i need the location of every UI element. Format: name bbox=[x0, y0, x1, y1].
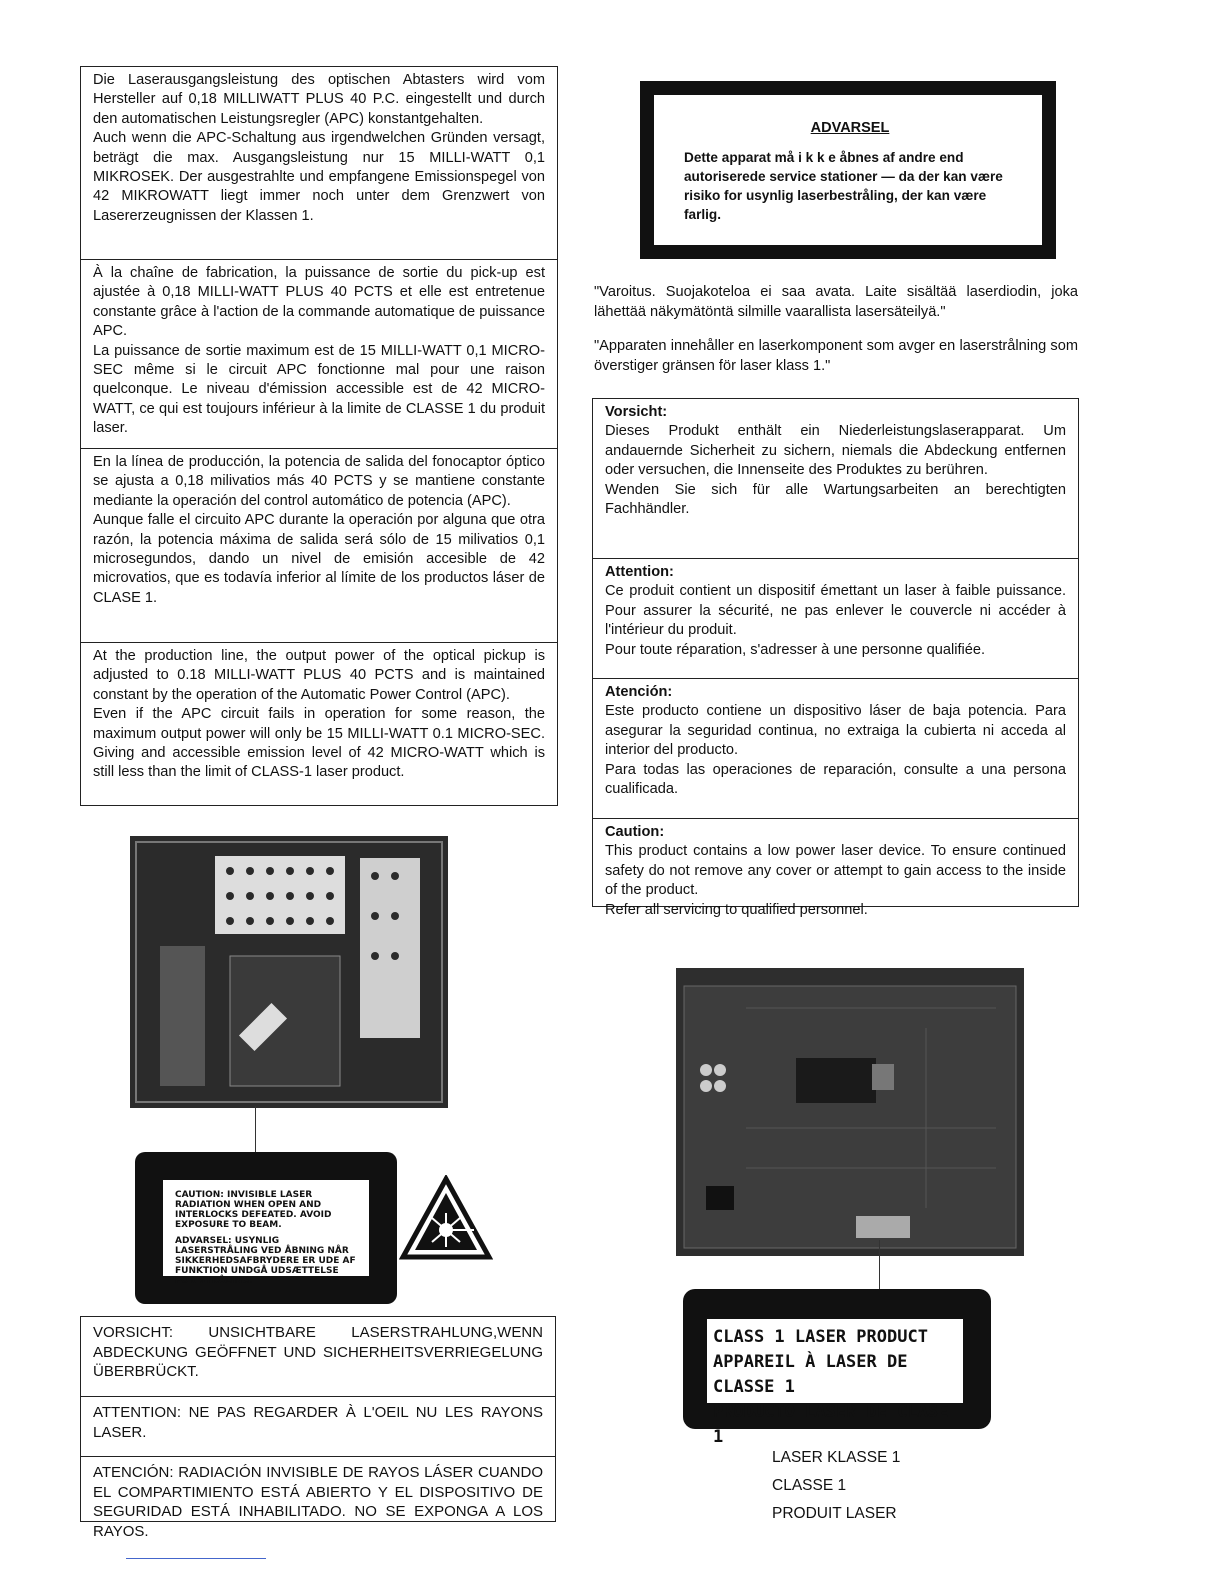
laser-warning-sticker-inner bbox=[163, 1180, 369, 1286]
advarsel-notice-inner bbox=[654, 95, 1042, 245]
caution-german-heading: Vorsicht: bbox=[605, 404, 668, 420]
german-section bbox=[81, 67, 557, 260]
label-pointer-line bbox=[255, 1106, 256, 1154]
german-paragraph-2: Auch wenn die APC-Schaltung aus irgendwelchen Gründen versagt, beträgt die max. Ausgangsleistung nur 15 MILLI-WATT 0,1 MIKROSEK. Der ausgestrahlte und empfangene Emissionspegel von 42 MIKROWATT liegt immer noch unter dem Grenzwert von Lasererzeugnissen der Klassen 1. bbox=[93, 130, 545, 224]
caution-german-text-2: Wenden Sie sich für alle Wartungsarbeiten an berechtigten Fachhändler. bbox=[605, 481, 1066, 518]
french-paragraph-2: La puissance de sortie maximum est de 15 MILLI-WATT 0,1 MICRO-SEC même si le circuit APC fonctionne mal pour une raison quelconque. Le niveau d'émission accessible est de 42 MICRO-WATT, ce qui est toujours inférieur à la limite de CLASSE 1 du produit laser. bbox=[93, 342, 545, 437]
english-paragraph-1: At the production line, the output power of the optical pickup is adjusted to 0.18 MILLI-WATT PLUS 40 PCTS and is maintained constant by the operation of the Automatic Power Control (APC). bbox=[93, 648, 545, 703]
caution-spanish-text-2: Para todas las operaciones de reparación, consulte a una persona cualificada. bbox=[605, 761, 1066, 798]
device-rear-illustration bbox=[676, 968, 1024, 1256]
swedish-note: "Apparaten innehåller en laserkomponent som avger en laserstrålning som överstiger gränsen för laser klass 1." bbox=[594, 338, 1078, 374]
classe-1-label: CLASSE 1 bbox=[772, 1477, 847, 1494]
finnish-note: "Varoitus. Suojakoteloa ei saa avata. Laite sisältää laserdiodin, joka lähettää näkymätöntä silmille vaarallista lasersäteilyä." bbox=[594, 284, 1078, 320]
caution-german bbox=[593, 399, 1078, 559]
french-section bbox=[81, 260, 557, 449]
class-label-pointer-line bbox=[879, 1240, 880, 1290]
english-paragraph-2: Even if the APC circuit fails in operation for some reason, the maximum output power will only be 15 MILLI-WATT 0.1 MICRO-SEC. Giving and accessible emission level of 42 MICRO-WATT which is still less than the limit of CLASS-1 laser product. bbox=[93, 706, 545, 781]
spanish-section bbox=[81, 449, 557, 643]
advarsel-text: Dette apparat må i k k e åbnes af andre end autoriserede service stationer — da der kan være risiko for usynlig laserbestråling, der kan være farlig. bbox=[684, 150, 1003, 222]
laser-hazard-triangle-icon bbox=[399, 1175, 493, 1261]
caution-box bbox=[592, 398, 1079, 918]
class1-line-spanish: PRODUCTO LASER DE CLASE 1 bbox=[713, 1402, 949, 1447]
sticker-advarsel-text: ADVARSEL: USYNLIG LASERSTRÅLING VED ÅBNING NÅR SIKKERHEDSAFBRYDERE ER UDE AF FUNKTION UNDGÅ UDSÆTTELSE FOR STRÅLING. bbox=[175, 1236, 356, 1286]
laser-klasse-label: LASER KLASSE 1 bbox=[772, 1449, 901, 1466]
class1-laser-label-inner bbox=[707, 1319, 963, 1447]
laser-output-info-box bbox=[80, 66, 558, 806]
spanish-paragraph-1: En la línea de producción, la potencia de salida del fonocaptor óptico se ajusta a 0,18 milivatios más 40 PCTS y se mantiene constante mediante la operación del control automático de potencia (APC). bbox=[93, 454, 545, 509]
caution-spanish-heading: Atención: bbox=[605, 684, 673, 700]
caution-english-text: This product contains a low power laser device. To ensure continued safety do not remove any cover or attempt to gain access to the inside of the product. bbox=[605, 843, 1066, 899]
produit-laser-label: PRODUIT LASER bbox=[772, 1505, 897, 1522]
caution-english-heading: Caution: bbox=[605, 824, 665, 840]
class1-line-french: APPAREIL À LASER DE CLASSE 1 bbox=[713, 1352, 908, 1397]
english-section bbox=[81, 643, 557, 835]
caution-french bbox=[593, 559, 1078, 679]
class1-laser-label bbox=[683, 1289, 991, 1447]
atencion-warning: ATENCIÓN: RADIACIÓN INVISIBLE DE RAYOS LÁSER CUANDO EL COMPARTIMIENTO ESTÁ ABIERTO Y EL DISPOSITIVO DE SEGURIDAD ESTÁ INHABILITADO. NO SE EXPONGA A LOS RAYOS. bbox=[93, 1464, 543, 1540]
advarsel-notice bbox=[640, 81, 1056, 259]
caution-spanish bbox=[593, 679, 1078, 819]
caution-english bbox=[593, 819, 1078, 923]
laser-warning-sticker bbox=[135, 1152, 397, 1304]
device-interior-photo bbox=[130, 836, 448, 1108]
device-rear-photo bbox=[676, 968, 1024, 1256]
sticker-caution-text: CAUTION: INVISIBLE LASER RADIATION WHEN OPEN AND INTERLOCKS DEFEATED. AVOID EXPOSURE TO BEAM. bbox=[175, 1190, 332, 1230]
french-paragraph-1: À la chaîne de fabrication, la puissance de sortie du pick-up est ajustée à 0,18 MILLI-WATT PLUS 40 PCTS et elle est entretenue constante grâce à l'action de la commande automatique de puissance APC. bbox=[93, 265, 545, 340]
class1-line-english: CLASS 1 LASER PRODUCT bbox=[713, 1327, 928, 1347]
invisible-radiation-warnings bbox=[80, 1316, 556, 1540]
device-interior-illustration bbox=[130, 836, 448, 1108]
spanish-paragraph-2: Aunque falle el circuito APC durante la operación por alguna que otra razón, la potencia máxima de salida será sólo de 15 milivatios 0,1 microsegundos, dando un nivel de emisión accesible de 42 microvatios, que es todavía inferior al límite de los productos láser de CLASE 1. bbox=[93, 512, 545, 606]
attention-warning: ATTENTION: NE PAS REGARDER À L'OEIL NU LES RAYONS LASER. bbox=[81, 1397, 555, 1457]
caution-german-text: Dieses Produkt enthält ein Niederleistungslaserapparat. Um andauernde Sicherheit zu sichern, niemals die Abdeckung entfernen oder versuchen, die Innenseite des Produktes zu berühren. bbox=[605, 423, 1066, 479]
caution-french-text: Ce produit contient un dispositif émettant un laser à faible puissance. Pour assurer la sécurité, ne pas enlever le couvercle ni accéder à l'intérieur du produit. bbox=[605, 583, 1066, 639]
vorsicht-warning: VORSICHT: UNSICHTBARE LASERSTRAHLUNG,WENN ABDECKUNG GEÖFFNET UND SICHERHEITSVERRIEGELUNG ÜBERBRÜCKT. bbox=[81, 1317, 555, 1397]
footer-rule bbox=[126, 1558, 266, 1559]
caution-french-heading: Attention: bbox=[605, 564, 674, 580]
caution-spanish-text: Este producto contiene un dispositivo láser de baja potencia. Para asegurar la seguridad continua, no extraiga la cubierta ni acceda al interior del producto. bbox=[605, 703, 1066, 759]
caution-french-text-2: Pour toute réparation, s'adresser à une personne qualifiée. bbox=[605, 641, 986, 658]
german-paragraph-1: Die Laserausgangsleistung des optischen Abtasters wird vom Hersteller auf 0,18 MILLIWATT PLUS 40 P.C. eingestellt und durch den automatischen Leistungsregler (APC) konstantgehalten. bbox=[93, 72, 545, 127]
advarsel-title: ADVARSEL bbox=[810, 120, 890, 136]
caution-english-text-2: Refer all servicing to qualified personnel. bbox=[605, 901, 868, 918]
